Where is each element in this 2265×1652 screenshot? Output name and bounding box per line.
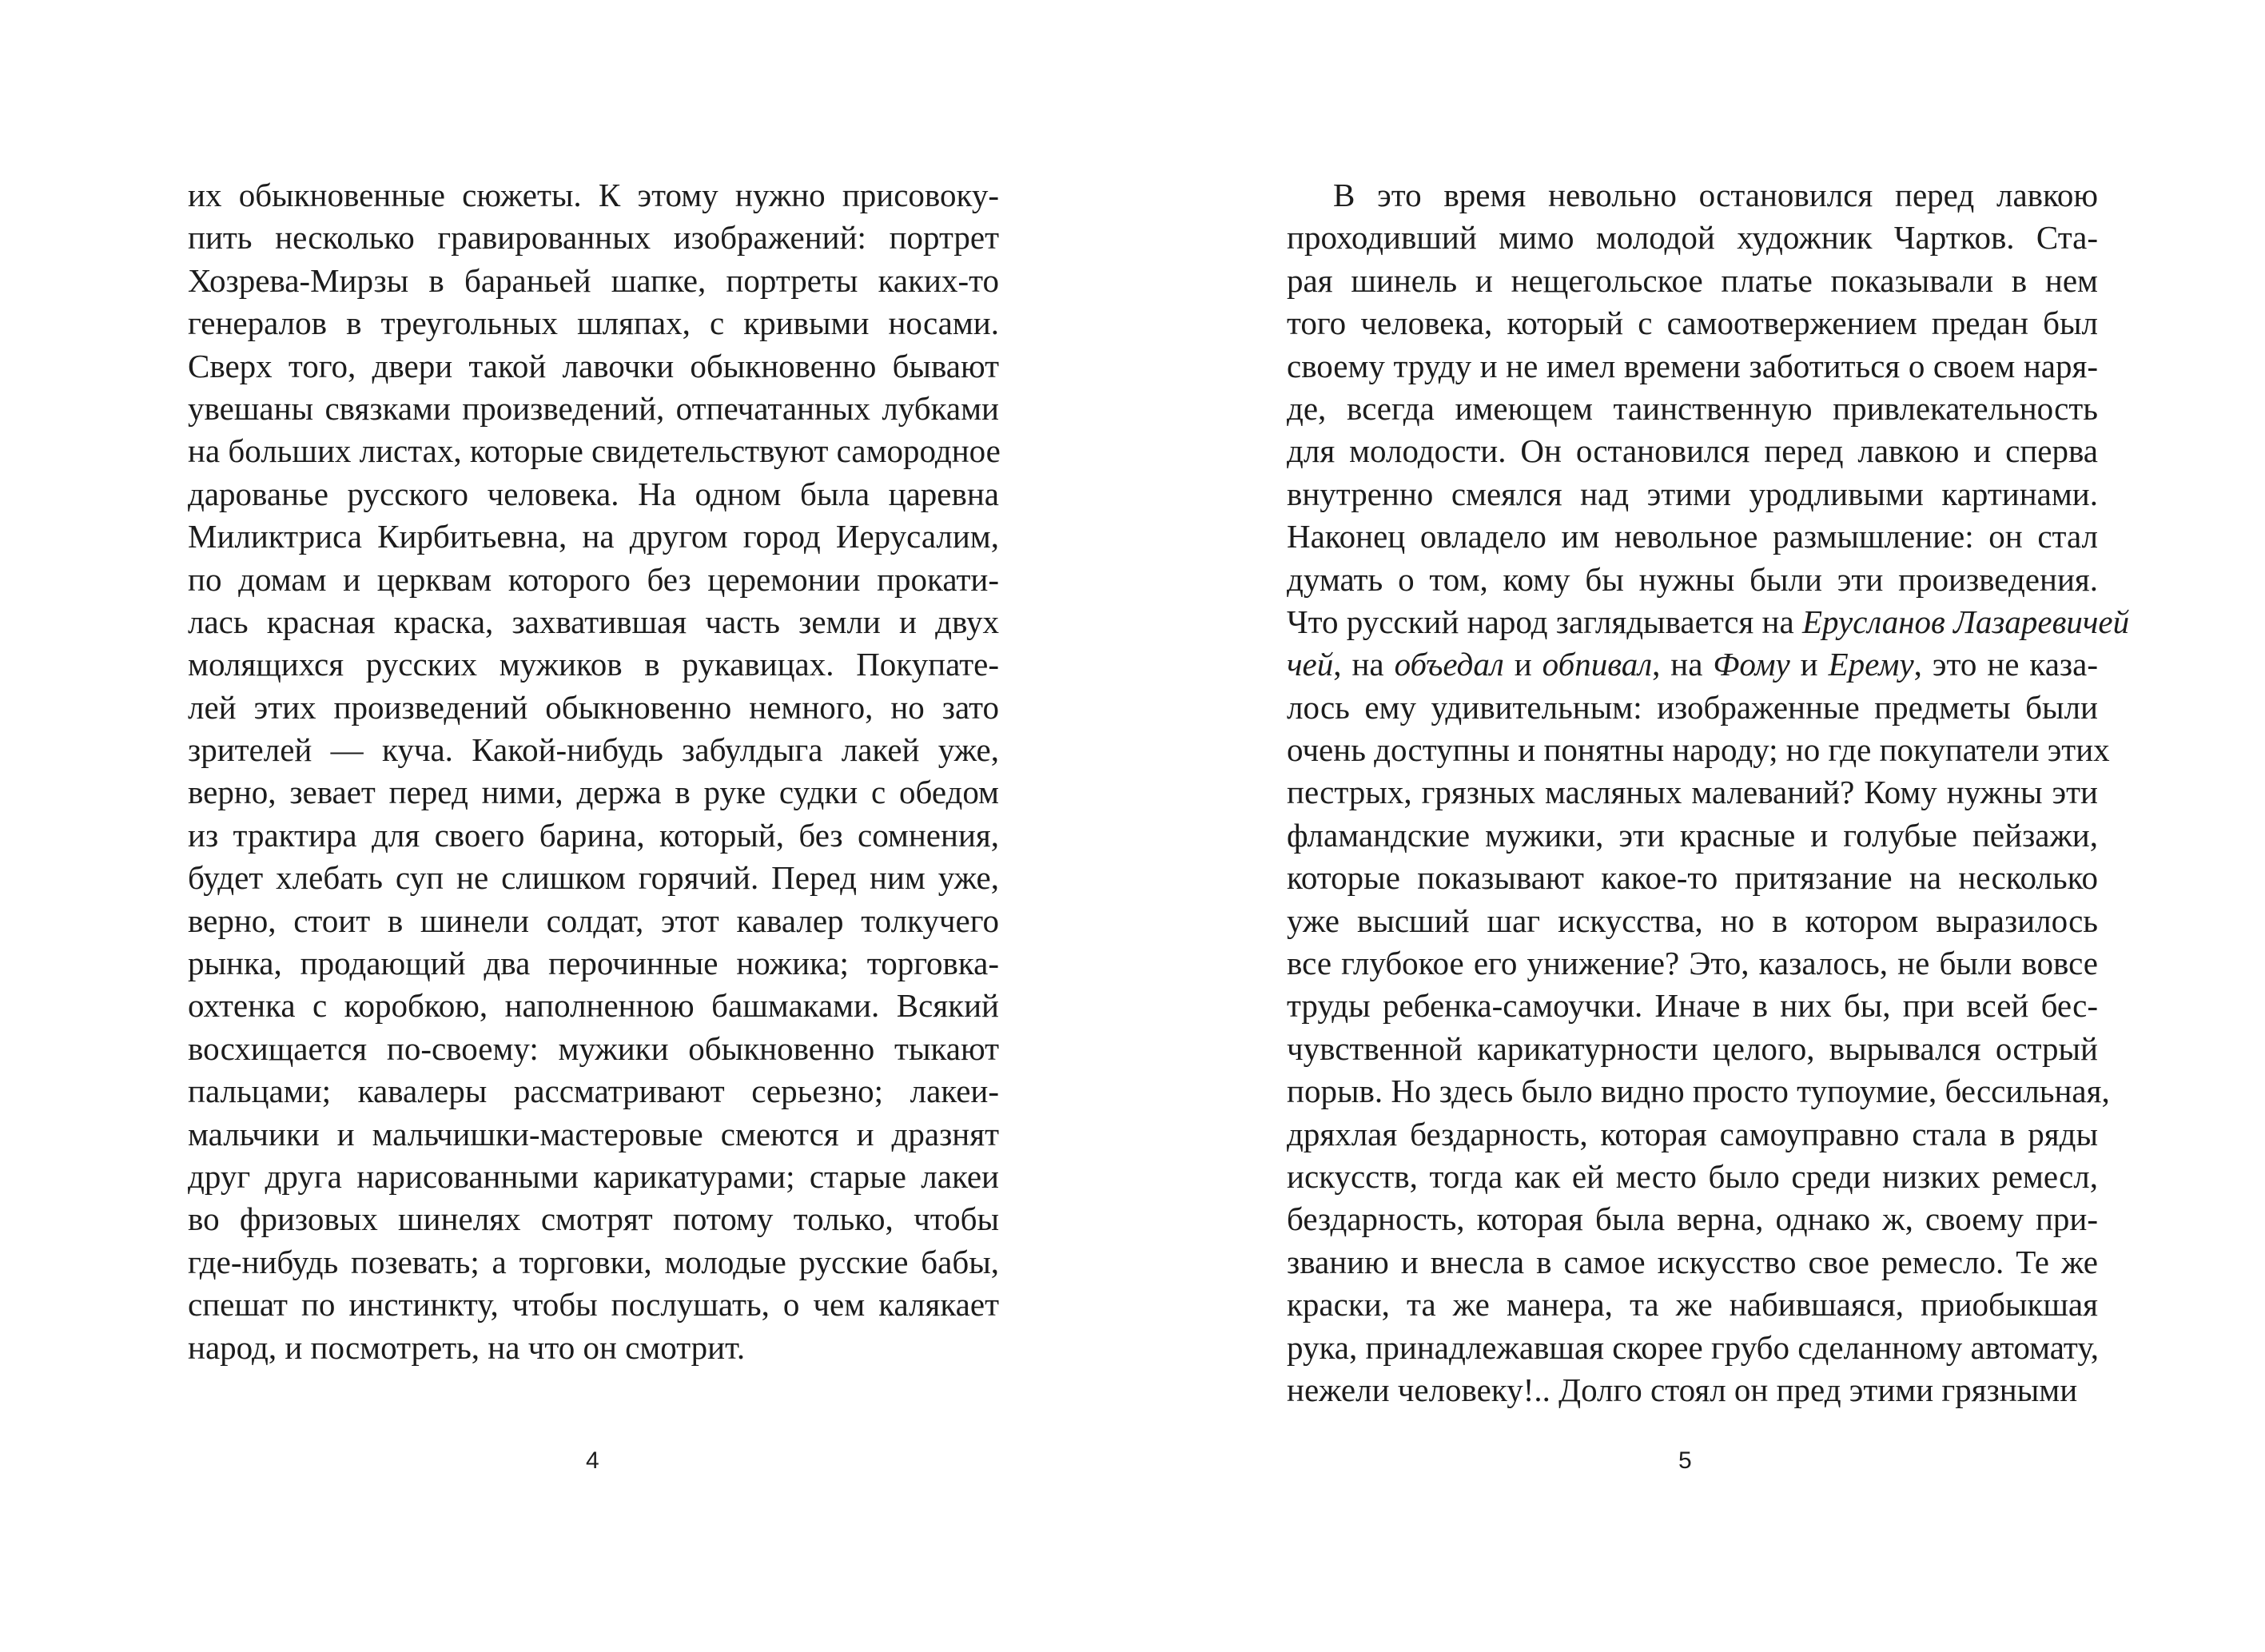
- text-segment: Миликтриса Кирбитьевна, на другом город Иерусалим,: [188, 518, 999, 555]
- page-number: 5: [1678, 1447, 1692, 1474]
- text-line: [1287, 1198, 2098, 1240]
- text-segment: Что русский народ заглядывается на: [1287, 603, 1802, 640]
- text-segment: бездарность, которая была верна, однако ж, своему при-: [1287, 1200, 2098, 1238]
- text-segment: охтенка с коробкою, наполненною башмаками. Всякий: [188, 987, 999, 1025]
- text-line: [1287, 1284, 2098, 1326]
- right-page-text: [1287, 174, 2130, 1411]
- text-line: [188, 1198, 999, 1240]
- text-line: [1287, 260, 2098, 302]
- text-line: [188, 388, 999, 430]
- text-segment: и: [1789, 646, 1829, 683]
- text-line: [188, 430, 999, 472]
- text-segment: дряхлая бездарность, которая самоуправно стала в ряды: [1287, 1115, 2098, 1152]
- text-segment: уже высший шаг искусства, но в котором выразилось: [1287, 902, 2098, 939]
- italic-text: объедал: [1394, 646, 1504, 683]
- text-segment: думать о том, кому бы нужны были эти произведения.: [1287, 560, 2098, 598]
- text-segment: народ, и посмотреть, на что он смотрит.: [188, 1328, 746, 1366]
- text-segment: которые показывают какое-то притязание на несколько: [1287, 859, 2098, 897]
- text-segment: того человека, который с самоотвержением предан был: [1287, 305, 2098, 342]
- text-line: [188, 942, 999, 985]
- left-page: [0, 0, 1132, 1652]
- text-line: [1287, 1327, 2098, 1369]
- text-segment: пальцами; кавалеры рассматривают серьезно; лакеи-: [188, 1073, 999, 1110]
- text-segment: фламандские мужики, эти красные и голубые пейзажи,: [1287, 816, 2098, 854]
- text-line: [1287, 1241, 2098, 1284]
- text-segment: нежели человеку!.. Долго стоял он пред этими грязными: [1287, 1371, 2078, 1408]
- text-line: [188, 687, 999, 729]
- text-line: [1287, 985, 2098, 1027]
- italic-text: Фому: [1713, 646, 1790, 683]
- text-line: [1287, 900, 2098, 942]
- text-segment: В это время невольно остановился перед лавкою: [1333, 177, 2098, 213]
- text-segment: генералов в треугольных шляпах, с кривыми носами.: [188, 305, 999, 342]
- text-segment: очень доступны и понятны народу; но где покупатели этих: [1287, 731, 2110, 769]
- italic-text: Еруcланов Лазаревичей: [1801, 603, 2130, 640]
- text-line: [1287, 1156, 2098, 1198]
- text-line: [1287, 516, 2098, 558]
- text-line: [1287, 942, 2098, 985]
- text-segment: увешаны связками произведений, отпечатанных лубками: [188, 389, 999, 427]
- text-line: [1287, 345, 2098, 388]
- text-segment: , на: [1652, 646, 1714, 683]
- text-segment: где-нибудь позевать; а торговки, молодые русские бабы,: [188, 1243, 999, 1280]
- text-segment: и: [1503, 646, 1543, 683]
- text-line: [188, 900, 999, 942]
- text-segment: во фризовых шинелях смотрят потому только, чтобы: [188, 1200, 999, 1238]
- text-segment: чувственной карикатурности целого, вырывался острый: [1287, 1029, 2098, 1067]
- text-segment: будет хлебать суп не слишком горячий. Перед ним уже,: [188, 859, 999, 897]
- text-segment: спешат по инстинкту, чтобы послушать, о чем калякает: [188, 1286, 999, 1324]
- text-segment: рука, принадлежавшая скорее грубо сделанному автомату,: [1287, 1328, 2099, 1366]
- text-line: [1287, 388, 2098, 430]
- text-line: [1287, 1369, 2098, 1411]
- text-segment: верно, зевает перед ними, держа в руке судки с обедом: [188, 774, 999, 811]
- text-line: [1287, 302, 2098, 344]
- text-line: [188, 260, 999, 302]
- text-segment: все глубокое его унижение? Это, казалось, не были вовсе: [1287, 945, 2098, 982]
- text-line: [1287, 771, 2098, 814]
- text-segment: де, всегда имеющем таинственную привлекательность: [1287, 389, 2098, 427]
- text-line: [1287, 559, 2098, 601]
- text-segment: Сверх того, двери такой лавочки обыкновенно бывают: [188, 347, 999, 384]
- text-line: [1287, 1113, 2098, 1156]
- text-line: [1287, 473, 2098, 516]
- text-line: [188, 1070, 999, 1113]
- text-segment: пестрых, грязных масляных малеваний? Кому нужны эти: [1287, 774, 2098, 811]
- text-line: [188, 729, 999, 771]
- text-segment: друг друга нарисованными карикатурами; старые лакеи: [188, 1157, 999, 1195]
- italic-text: обпивал: [1542, 646, 1653, 683]
- text-segment: искусств, тогда как ей место было среди низких ремесл,: [1287, 1157, 2098, 1195]
- text-segment: зрителей — куча. Какой-нибудь забулдыга лакей уже,: [188, 731, 999, 769]
- text-line: [188, 302, 999, 344]
- text-segment: на больших листах, которые свидетельствуют самородное: [188, 432, 1001, 470]
- text-segment: пить несколько гравированных изображений: портрет: [188, 219, 999, 257]
- text-segment: рынка, продающий два перочинные ножика; торговка-: [188, 945, 999, 982]
- text-line: [188, 559, 999, 601]
- text-line: [1287, 430, 2098, 472]
- text-line: [188, 217, 999, 259]
- text-line: [188, 1113, 999, 1156]
- text-segment: лась красная краска, захватившая часть земли и двух: [188, 603, 999, 640]
- text-segment: порыв. Но здесь было видно просто тупоумие, бессильная,: [1287, 1073, 2110, 1110]
- text-line: [1287, 729, 2110, 771]
- text-segment: из трактира для своего барина, который, без сомнения,: [188, 816, 999, 854]
- text-segment: лей этих произведений обыкновенно немного, но зато: [188, 688, 999, 726]
- text-line: [188, 174, 999, 217]
- text-segment: для молодости. Он остановился перед лавкою и сперва: [1287, 432, 2098, 470]
- text-segment: проходивший мимо молодой художник Чартков. Ста-: [1287, 219, 2098, 257]
- text-segment: их обыкновенные сюжеты. К этому нужно присовоку-: [188, 177, 999, 213]
- text-line: [188, 1028, 999, 1070]
- text-segment: званию и внесла в самое искусство свое ремесло. Те же: [1287, 1243, 2098, 1280]
- text-segment: молящихся русских мужиков в рукавицах. Покупате-: [188, 646, 999, 683]
- text-line: [188, 814, 999, 857]
- text-line: [1287, 1028, 2098, 1070]
- text-line: [1287, 687, 2098, 729]
- text-segment: краски, та же манера, та же набившаяся, приобыкшая: [1287, 1286, 2098, 1324]
- text-line: [188, 1327, 999, 1369]
- text-segment: мальчики и мальчишки-мастеровые смеются и дразнят: [188, 1115, 999, 1152]
- text-line: [1287, 814, 2098, 857]
- text-line: [1287, 217, 2098, 259]
- text-segment: восхищается по-своему: мужики обыкновенно тыкают: [188, 1029, 999, 1067]
- text-line: [1287, 857, 2098, 899]
- text-segment: Хозрева-Мирзы в бараньей шапке, портреты каких-то: [188, 261, 999, 299]
- text-segment: дарованье русского человека. На одном была царевна: [188, 475, 999, 512]
- text-line: [188, 473, 999, 516]
- text-line: [188, 771, 999, 814]
- text-segment: , это не каза-: [1913, 646, 2098, 683]
- text-line: [188, 516, 999, 558]
- text-segment: труды ребенка-самоучки. Иначе в них бы, при всей бес-: [1287, 987, 2098, 1025]
- text-line: [188, 857, 999, 899]
- text-line: [188, 601, 999, 643]
- text-line: [1287, 601, 2130, 643]
- italic-text: чей: [1287, 646, 1334, 683]
- text-line: [188, 1284, 999, 1326]
- text-line: [188, 1241, 999, 1284]
- text-segment: верно, стоит в шинели солдат, этот кавалер толкучего: [188, 902, 999, 939]
- text-line: [1287, 174, 2098, 217]
- text-line: [188, 643, 999, 686]
- text-segment: по домам и церквам которого без церемонии прокати-: [188, 560, 999, 598]
- text-segment: своему труду и не имел времени заботиться о своем наря-: [1287, 347, 2098, 384]
- text-segment: рая шинель и нещегольское платье показывали в нем: [1287, 261, 2098, 299]
- text-line: [188, 985, 999, 1027]
- text-line: [188, 345, 999, 388]
- text-segment: лось ему удивительным: изображенные предметы были: [1287, 688, 2098, 726]
- page-number: 4: [586, 1447, 599, 1474]
- text-segment: Наконец овладело им невольное размышление: он стал: [1287, 518, 2098, 555]
- text-line: [188, 1156, 999, 1198]
- text-line: [1287, 643, 2098, 686]
- right-page: [1132, 0, 2265, 1652]
- text-line: [1287, 1070, 2110, 1113]
- text-segment: внутренно смеялся над этими уродливыми картинами.: [1287, 475, 2098, 512]
- text-segment: , на: [1333, 646, 1395, 683]
- italic-text: Ерему: [1828, 646, 1914, 683]
- left-page-text: [188, 174, 999, 1369]
